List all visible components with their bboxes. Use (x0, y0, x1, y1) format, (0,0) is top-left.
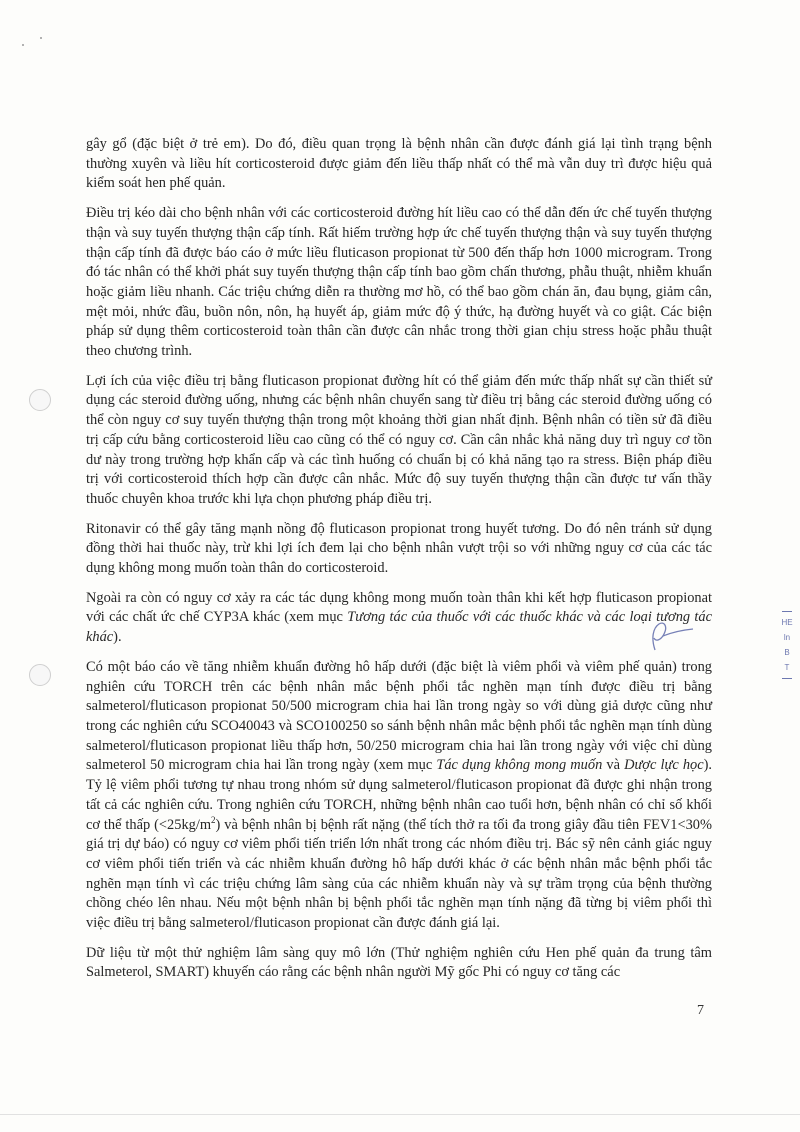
paragraph: Điều trị kéo dài cho bệnh nhân với các corticosteroid đường hít liều cao có thể dẫn đến ức chế tuyến thượng thận và suy tuyến thượng thận cấp tính. Rất hiếm trường hợp ức chế tuyến thượng thận và suy tuyến thượng thận cấp tính đã được báo cáo ở mức liều fluticason propionat từ 500 đến thấp hơn 1000 microgram. Trong đó tác nhân có thể khởi phát suy tuyến thượng thận cấp tính bao gồm chấn thương, phẫu thuật, nhiễm khuẩn hoặc giảm liều nhanh. Các triệu chứng diễn ra thường mơ hồ, có thể bao gồm chán ăn, đau bụng, giảm cân, mệt mỏi, nhức đầu, buồn nôn, nôn, hạ huyết áp, giảm mức độ ý thức, hạ đường huyết và co giật. Các biện pháp sử dụng thêm corticosteroid toàn thân cần được cân nhắc trong thời gian chịu stress hoặc phẫu thuật theo chương trình. (86, 205, 712, 360)
page-number: 7 (697, 1003, 704, 1018)
punch-hole (29, 664, 51, 686)
paragraph: Lợi ích của việc điều trị bằng fluticason propionat đường hít có thể giảm đến mức thấp nhất sự cần thiết sử dụng các steroid đường uống, nhưng các bệnh nhân chuyển sang từ điều trị bằng các steroid đường uống có thể còn nguy cơ suy tuyến thượng thận trong một khoảng thời gian nhất định. Bệnh nhân có tiền sử đã điều trị cấp cứu bằng corticosteroid liều cao cũng có thể có nguy cơ. Cần cân nhắc khả năng duy trì nguy cơ tồn dư này trong trường hợp khẩn cấp và các tình huống có chuẩn bị có khả năng tạo ra stress. Biện pháp điều trị với corticosteroid thích hợp cần được cân nhắc. Mức độ suy tuyến thượng thận cần được tư vấn thầy thuốc chuyên khoa trước khi lựa chọn phương pháp điều trị. (86, 372, 712, 507)
scan-speck (40, 37, 42, 39)
paragraph: Có một báo cáo về tăng nhiễm khuẩn đường hô hấp dưới (đặc biệt là viêm phổi và viêm phế quản) trong nghiên cứu TORCH trên các bệnh nhân mắc bệnh phổi tắc nghẽn mạn tính được điều trị bằng salmeterol/fluticason propionat 50/500 microgram chia hai lần trong ngày so với dùng giả dược cũng như trong các nghiên cứu SCO40043 và SCO100250 so sánh bệnh nhân mắc bệnh phổi tắc nghẽn mạn tính dùng salmeterol/fluticason propionat liều thấp hơn, 50/250 microgram chia hai lần trong ngày với việc chỉ dùng salmeterol 50 microgram chia hai lần trong ngày (xem mục Tác dụng không mong muốn và Dược lực học). Tỷ lệ viêm phổi tương tự nhau trong nhóm sử dụng salmeterol/fluticason propionat đã được ghi nhận trong tất cả các nghiên cứu. Trong nghiên cứu TORCH, những bệnh nhân cao tuổi hơn, bệnh nhân có chỉ số khối cơ thể thấp $(<25kg/m^2)$ và bệnh nhân bị bệnh rất nặng (thể tích thở ra tối đa trong giây đầu tiên FEV1<30% giá trị dự báo) có nguy cơ viêm phổi tiến triển lớn nhất trong các nhóm điều trị. Bác sỹ nên cảnh giác nguy cơ viêm phổi tiến triển và các nhiễm khuẩn đường hô hấp dưới khác ở các bệnh nhân mắc bệnh phổi tắc nghẽn mạn tính vì các triệu chứng lâm sàng của các nhiễm khuẩn này và sự trầm trọng của bệnh thường chồng chéo lên nhau. Nếu một bệnh nhân bị bệnh phổi tắc nghẽn mạn tính nặng đã từng bị viêm phổi thì việc điều trị bằng salmeterol/fluticason propionat cần được đánh giá lại. (86, 658, 712, 932)
signature-mark (647, 620, 697, 654)
page-edge-line (0, 1114, 800, 1115)
cross-reference: Dược lực học (624, 757, 704, 774)
paragraph: Dữ liệu từ một thử nghiệm lâm sàng quy mô lớn (Thử nghiệm nghiên cứu Hen phế quản đa trung tâm Salmeterol, SMART) khuyến cáo rằng các bệnh nhân người Mỹ gốc Phi có nguy cơ tăng các (86, 944, 712, 981)
cross-reference: Tương tác của thuốc với các thuốc khác và các loại tương tác khác (86, 609, 712, 646)
margin-stamp: HE ln B T (776, 608, 798, 682)
scan-speck (22, 44, 24, 46)
paragraph: Ritonavir có thể gây tăng mạnh nồng độ fluticason propionat trong huyết tương. Do đó nên tránh sử dụng đồng thời hai thuốc này, trừ khi lợi ích đem lại cho bệnh nhân vượt trội so với những nguy cơ của các tác dụng không mong muốn toàn thân do corticosteroid. (86, 520, 712, 577)
cross-reference: Tác dụng không mong muốn (436, 757, 603, 774)
document-body (86, 135, 712, 993)
punch-hole (29, 389, 51, 411)
paragraph: Ngoài ra còn có nguy cơ xảy ra các tác dụng không mong muốn toàn thân khi kết hợp fluticason propionat với các chất ức chế CYP3A khác (xem mục Tương tác của thuốc với các thuốc khác và các loại tương tác khác). (86, 589, 712, 646)
paragraph: gây gổ (đặc biệt ở trẻ em). Do đó, điều quan trọng là bệnh nhân cần được đánh giá lại tình trạng bệnh thường xuyên và liều hít corticosteroid được giảm đến liều thấp nhất có thể mà vẫn duy trì được hiệu quả kiểm soát hen phế quản. (86, 136, 712, 192)
